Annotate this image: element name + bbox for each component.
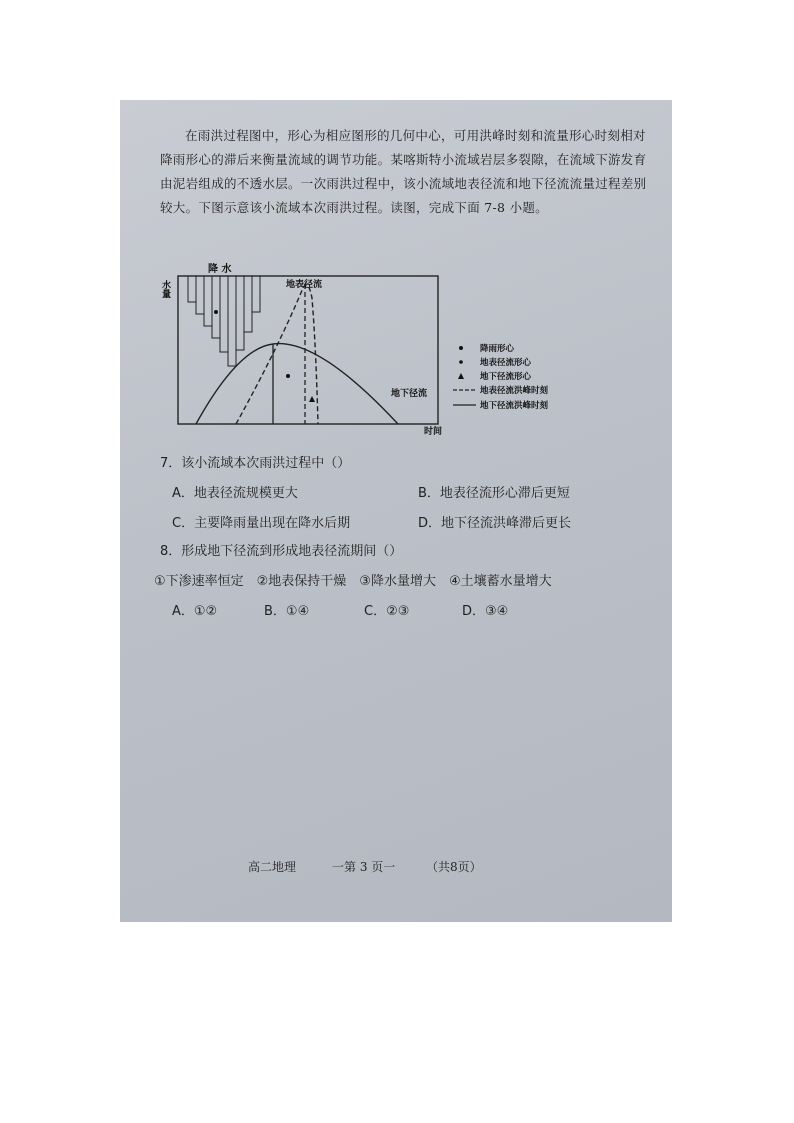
ground-runoff-curve	[196, 344, 398, 424]
question-7-option-d: D．地下径流洪峰滞后更长	[418, 516, 572, 531]
legend-rain-centroid: 降雨形心	[480, 344, 515, 354]
question-7-option-b: B．地表径流形心滞后更短	[418, 486, 570, 501]
exam-photo	[120, 100, 672, 922]
question-7-stem: 7．该小流域本次雨洪过程中（）	[160, 456, 351, 471]
legend	[453, 343, 549, 411]
rain-label: 降 水	[208, 264, 232, 275]
legend-ground-centroid: 地下径流形心	[480, 372, 532, 382]
legend-surface-peak: 地表径流洪峰时刻	[480, 386, 549, 396]
question-8-stem: 8．形成地下径流到形成地表径流期间（）	[160, 544, 403, 559]
question-8-option-c: C．②③	[364, 604, 410, 619]
flood-hydrograph	[158, 258, 578, 438]
rainfall-bars	[188, 276, 260, 366]
question-8-option-d: D．③④	[462, 604, 509, 619]
footer-subject: 高二地理	[248, 860, 297, 874]
legend-surface-centroid-icon	[459, 360, 463, 364]
question-8-option-b: B．①④	[264, 604, 310, 619]
intro-passage: 在雨洪过程图中，形心为相应图形的几何中心，可用洪峰时刻和流量形心时刻相对降雨形心的滞后来衡量流域的调节功能。某喀斯特小流域岩层多裂隙，在流域下游发育由泥岩组成的不透水层。一次雨洪过程中，该小流域地表径流和地下径流流量过程差别较大。下图示意该小流域本次雨洪过程。读图，完成下面 7-8 小题。	[160, 128, 647, 215]
legend-surface-centroid: 地表径流形心	[480, 358, 532, 368]
footer-page: 一第 3 页一	[332, 860, 396, 874]
legend-ground-peak: 地下径流洪峰时刻	[480, 401, 549, 411]
question-8-statements: ①下渗速率恒定 ②地表保持干燥 ③降水量增大 ④土壤蓄水量增大	[154, 574, 552, 589]
question-8-option-a: A．①②	[172, 604, 218, 619]
surface-runoff-label: 地表径流	[286, 280, 323, 290]
question-7-option-c: C．主要降雨量出现在降水后期	[172, 516, 351, 531]
surface-centroid-marker	[286, 374, 290, 378]
ground-centroid-marker	[309, 396, 315, 402]
legend-ground-centroid-icon	[458, 373, 464, 379]
footer-total: （共8页）	[426, 860, 482, 874]
y-axis-label: 水量	[160, 280, 170, 298]
rain-centroid-marker	[214, 310, 218, 314]
ground-runoff-label: 地下径流	[391, 389, 428, 399]
question-7-option-a: A．地表径流规模更大	[172, 486, 298, 501]
legend-rain-centroid-icon	[459, 346, 463, 350]
x-axis-label: 时间	[424, 427, 443, 437]
